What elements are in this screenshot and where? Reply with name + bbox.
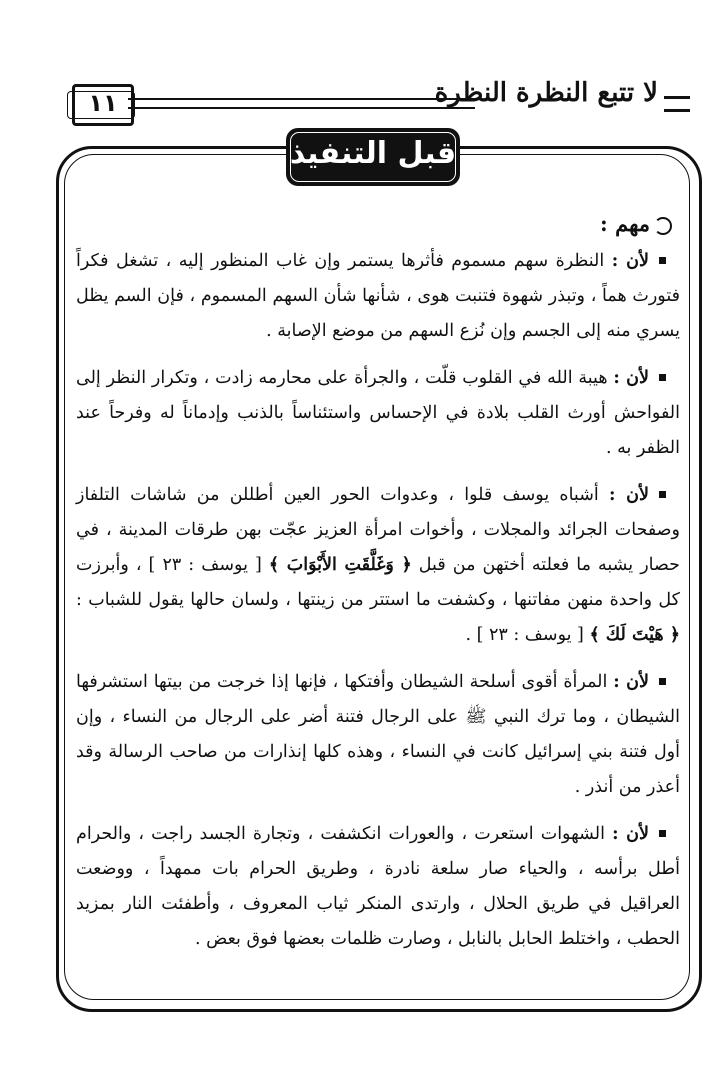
running-header bbox=[70, 70, 690, 122]
section-title: قبل التنفيذ bbox=[289, 136, 457, 171]
square-bullet-icon bbox=[659, 491, 666, 498]
paragraph-lead: لأن : bbox=[613, 672, 649, 692]
square-bullet-icon bbox=[659, 830, 666, 837]
square-bullet-icon bbox=[659, 374, 666, 381]
paragraph-text: المرأة أقوى أسلحة الشيطان وأفتكها ، فإنها إذا خرجت من بيتها استشرفها الشيطان ، وما ترك النبي ﷺ على الرجال فتنة أضر على الرجال من النساء ، وإن أول فتنة بني إسرائيل كانت في النساء ، وهذه كلها إنذارات من صاحب الرسالة وقد أعذر من أنذر . bbox=[76, 672, 680, 797]
verse-reference: [ يوسف : ٢٣ ] bbox=[141, 555, 269, 575]
paragraph-text: الشهوات استعرت ، والعورات انكشفت ، وتجارة الجسد راجت ، والحرام أطل برأسه ، والحياء صار سلعة نادرة ، وطريق الحرام بات ممهداً ، ووضعت العراقيل في طريق الحلال ، وارتدى المنكر ثياب المعروف ، وأطفئت النار بمزيد الحطب ، واختلط الحابل بالنابل ، وصارت ظلمات بعضها فوق بعض . bbox=[76, 824, 680, 949]
section-title-badge bbox=[286, 128, 460, 186]
header-rule bbox=[128, 98, 475, 109]
paragraph-text: ، وأبرزت كل واحدة منهن مفاتنها ، وكشفت ما استتر من زينتها ، ولسان حالها يقول للشباب : bbox=[76, 555, 680, 610]
body-text bbox=[76, 206, 680, 969]
paragraph-text: أشباه يوسف قلوا ، وعدوات الحور العين أطللن من شاشات التلفاز وصفحات الجرائد والمجلات ، وأخوات امرأة العزيز عجّت بهن طرقات المدينة ، في حصار يشبه ما فعلته أختهن من قبل bbox=[76, 485, 681, 575]
paragraph bbox=[76, 361, 680, 466]
paragraph-lead: لأن : bbox=[611, 251, 650, 271]
running-title: لا تتبع النظرة النظرة bbox=[434, 78, 658, 108]
paragraph-lead: لأن : bbox=[612, 824, 649, 844]
paragraph bbox=[76, 478, 680, 653]
verse-reference: [ يوسف : ٢٣ ] . bbox=[465, 625, 590, 645]
paragraph bbox=[76, 244, 680, 349]
page-number-box bbox=[72, 84, 134, 126]
quran-quote: ﴿ هَيْتَ لَكَ ﴾ bbox=[589, 625, 680, 645]
crescent-icon bbox=[654, 217, 672, 235]
heading-text: مهم : bbox=[600, 211, 650, 236]
header-dash bbox=[664, 96, 690, 112]
paragraph-text: النظرة سهم مسموم فأثرها يستمر وإن غاب المنظور إليه ، تشغل فكراً فتورث هماً ، وتبذر شهوة فتنبت هوى ، شأنها شأن السهم المسموم ، فإن السم يظل يسري منه إلى الجسم وإن نُزع السهم من موضع الإصابة . bbox=[76, 251, 680, 341]
square-bullet-icon bbox=[659, 257, 666, 264]
paragraph bbox=[76, 817, 680, 957]
paragraph-lead: لأن : bbox=[613, 368, 649, 388]
paragraph-lead: لأن : bbox=[608, 485, 649, 505]
paragraph-text: هيبة الله في القلوب قلّت ، والجرأة على محارمه زادت ، وتكرار النظر إلى الفواحش أورث القلب بلادة في الإحساس واستئناساً بالذنب وإدماناً له وفرحاً عند الظفر به . bbox=[76, 368, 680, 458]
page-number: ١١ bbox=[88, 89, 118, 117]
paragraph bbox=[76, 665, 680, 805]
square-bullet-icon bbox=[659, 678, 666, 685]
quran-quote: ﴿ وَغَلَّقَتِ الأَبْوَابَ ﴾ bbox=[268, 555, 412, 575]
section-heading bbox=[76, 206, 672, 242]
